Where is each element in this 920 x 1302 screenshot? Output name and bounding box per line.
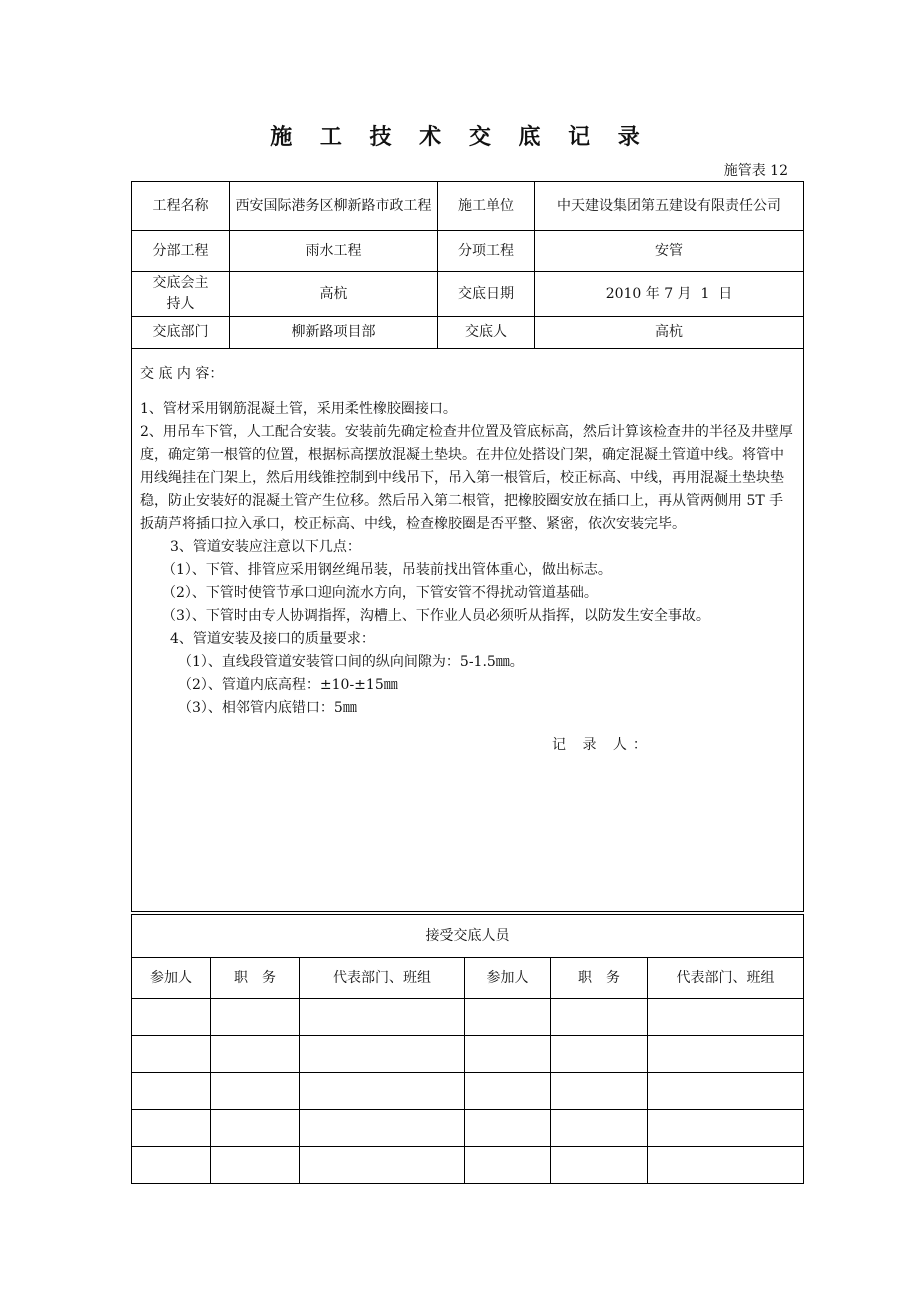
blank-cell[interactable]: [211, 999, 300, 1036]
recorder-label: 记 录 人：: [552, 737, 653, 753]
host-value: 高杭: [230, 272, 438, 317]
info-table: [131, 181, 804, 912]
blank-cell[interactable]: [300, 1036, 465, 1073]
project-name-label: 工程名称: [132, 182, 230, 231]
content-item-3-2: （2）、下管时使管节承口迎向流水方向，下管安管不得扰动管道基础。: [162, 585, 598, 601]
date-label: 交底日期: [438, 272, 535, 317]
presenter-label: 交底人: [438, 317, 535, 349]
table-row: [132, 999, 804, 1036]
blank-cell[interactable]: [132, 1110, 211, 1147]
column-header: 代表部门、班组: [648, 958, 804, 999]
division-value: 雨水工程: [230, 231, 438, 272]
dept-value: 柳新路项目部: [230, 317, 438, 349]
content-item-4-2: （2）、管道内底高程：±10-±15㎜: [178, 677, 398, 693]
dept-label: 交底部门: [132, 317, 230, 349]
blank-cell[interactable]: [300, 999, 465, 1036]
column-header: 代表部门、班组: [300, 958, 465, 999]
content-section: [132, 349, 804, 912]
blank-cell[interactable]: [465, 1036, 551, 1073]
form-number: 施管表 12: [723, 163, 788, 179]
receivers-table: [131, 914, 804, 1184]
table-row: [132, 1147, 804, 1184]
content-paragraph-2: 2、用吊车下管，人工配合安装。安装前先确定检查井位置及管底标高，然后计算该检查井的半径及井壁厚度，确定第一根管的位置，根据标高摆放混凝土垫块。在井位处搭设门架，确定混凝土管道中线。将管中用线绳挂在门架上，然后用线锥控制到中线吊下，吊入第一根管后，校正标高、中线，再用混凝土垫块垫稳，防止安装好的混凝土管产生位移。然后吊入第二根管，把橡胶圈安放在插口上，再从管两侧用 5T 手扳葫芦将插口拉入承口，校正标高、中线，检查橡胶圈是否平整、紧密，依次安装完毕。: [140, 424, 793, 532]
presenter-value: 高杭: [535, 317, 804, 349]
column-header: 职 务: [551, 958, 648, 999]
division-label: 分部工程: [132, 231, 230, 272]
blank-cell[interactable]: [211, 1036, 300, 1073]
content-item-3-3: （3）、下管时由专人协调指挥，沟槽上、下作业人员必须听从指挥，以防发生安全事故。: [162, 608, 710, 624]
blank-cell[interactable]: [465, 1110, 551, 1147]
blank-cell[interactable]: [300, 1073, 465, 1110]
blank-cell[interactable]: [211, 1110, 300, 1147]
blank-cell[interactable]: [465, 999, 551, 1036]
blank-cell[interactable]: [551, 1036, 648, 1073]
content-item-4-3: （3）、相邻管内底错口：5㎜: [178, 700, 357, 716]
content-paragraph-4: 4、管道安装及接口的质量要求：: [170, 631, 375, 647]
column-header: 参加人: [132, 958, 211, 999]
blank-cell[interactable]: [300, 1110, 465, 1147]
content-heading: 交 底 内 容：: [140, 366, 224, 382]
table-row: [132, 1073, 804, 1110]
blank-cell[interactable]: [132, 1147, 211, 1184]
blank-cell[interactable]: [648, 1147, 804, 1184]
blank-cell[interactable]: [551, 1147, 648, 1184]
date-value: 2010 年 7 月 1 日: [535, 272, 804, 317]
blank-cell[interactable]: [648, 1110, 804, 1147]
blank-cell[interactable]: [211, 1147, 300, 1184]
content-item-3-1: （1）、下管、排管应采用钢丝绳吊装，吊装前找出管体重心，做出标志。: [162, 562, 612, 578]
column-header: 职 务: [211, 958, 300, 999]
blank-cell[interactable]: [648, 1073, 804, 1110]
content-item-4-1: （1）、直线段管道安装管口间的纵向间隙为：5-1.5㎜。: [178, 654, 524, 670]
blank-cell[interactable]: [132, 1036, 211, 1073]
table-row: [132, 1110, 804, 1147]
blank-cell[interactable]: [211, 1073, 300, 1110]
project-name-value: 西安国际港务区柳新路市政工程: [230, 182, 438, 231]
blank-cell[interactable]: [648, 999, 804, 1036]
blank-cell[interactable]: [465, 1147, 551, 1184]
contractor-label: 施工单位: [438, 182, 535, 231]
blank-cell[interactable]: [648, 1036, 804, 1073]
subitem-label: 分项工程: [438, 231, 535, 272]
column-header: 参加人: [465, 958, 551, 999]
receivers-title: 接受交底人员: [132, 915, 804, 958]
document-title: 施 工 技 术 交 底 记 录: [270, 124, 650, 150]
subitem-value: 安管: [535, 231, 804, 272]
contractor-value: 中天建设集团第五建设有限责任公司: [535, 182, 804, 231]
content-paragraph-1: 1、管材采用钢筋混凝土管，采用柔性橡胶圈接口。: [140, 401, 457, 417]
blank-cell[interactable]: [465, 1073, 551, 1110]
blank-cell[interactable]: [132, 999, 211, 1036]
content-paragraph-3: 3、管道安装应注意以下几点：: [170, 539, 361, 555]
host-label: 交底会主持人: [132, 272, 230, 317]
blank-cell[interactable]: [132, 1073, 211, 1110]
blank-cell[interactable]: [551, 1073, 648, 1110]
blank-cell[interactable]: [551, 999, 648, 1036]
blank-cell[interactable]: [300, 1147, 465, 1184]
blank-cell[interactable]: [551, 1110, 648, 1147]
table-row: [132, 1036, 804, 1073]
